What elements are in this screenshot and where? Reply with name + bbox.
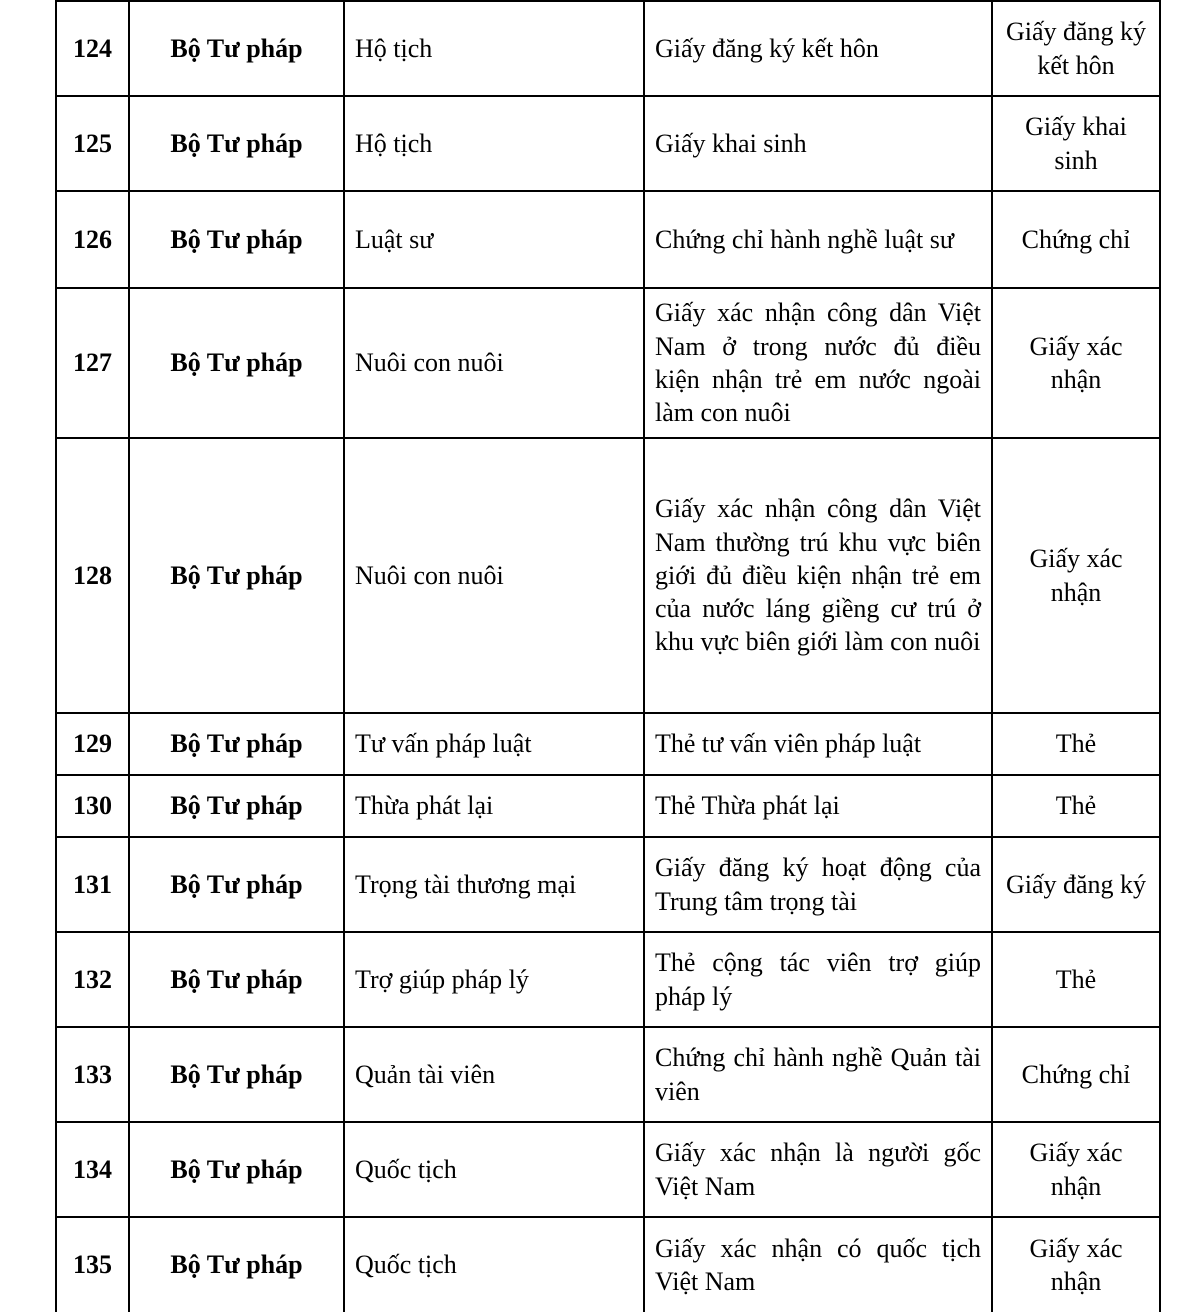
cell-loai-giay-to: Giấy xác nhận [992,1122,1160,1217]
table-row [56,1,1160,96]
cell-stt: 132 [56,932,129,1027]
cell-ten-giay-to: Giấy khai sinh [644,96,992,191]
cell-ten-giay-to: Giấy đăng ký kết hôn [644,1,992,96]
cell-loai-giay-to: Thẻ [992,713,1160,775]
cell-ten-giay-to: Thẻ cộng tác viên trợ giúp pháp lý [644,932,992,1027]
cell-linh-vuc: Nuôi con nuôi [344,438,644,713]
cell-linh-vuc: Tư vấn pháp luật [344,713,644,775]
cell-loai-giay-to: Giấy khai sinh [992,96,1160,191]
cell-linh-vuc: Quốc tịch [344,1122,644,1217]
cell-ten-giay-to: Chứng chỉ hành nghề luật sư [644,191,992,288]
table-row [56,1027,1160,1122]
cell-linh-vuc: Hộ tịch [344,96,644,191]
cell-loai-giay-to: Thẻ [992,775,1160,837]
cell-loai-giay-to: Giấy xác nhận [992,1217,1160,1312]
cell-bo: Bộ Tư pháp [129,1,344,96]
cell-bo: Bộ Tư pháp [129,713,344,775]
table-row [56,1122,1160,1217]
cell-loai-giay-to: Thẻ [992,932,1160,1027]
table-row [56,438,1160,713]
cell-bo: Bộ Tư pháp [129,932,344,1027]
cell-stt: 130 [56,775,129,837]
cell-bo: Bộ Tư pháp [129,288,344,438]
cell-bo: Bộ Tư pháp [129,1217,344,1312]
cell-ten-giay-to: Chứng chỉ hành nghề Quản tài viên [644,1027,992,1122]
cell-ten-giay-to: Giấy xác nhận có quốc tịch Việt Nam [644,1217,992,1312]
cell-loai-giay-to: Giấy xác nhận [992,288,1160,438]
cell-loai-giay-to: Chứng chỉ [992,1027,1160,1122]
table-row [56,932,1160,1027]
cell-bo: Bộ Tư pháp [129,438,344,713]
cell-loai-giay-to: Giấy xác nhận [992,438,1160,713]
cell-ten-giay-to: Thẻ Thừa phát lại [644,775,992,837]
cell-stt: 128 [56,438,129,713]
table-row [56,837,1160,932]
cell-bo: Bộ Tư pháp [129,775,344,837]
cell-bo: Bộ Tư pháp [129,96,344,191]
table-row [56,288,1160,438]
cell-ten-giay-to: Giấy xác nhận là người gốc Việt Nam [644,1122,992,1217]
cell-bo: Bộ Tư pháp [129,837,344,932]
cell-stt: 131 [56,837,129,932]
cell-linh-vuc: Quản tài viên [344,1027,644,1122]
document-table [55,0,1161,1312]
cell-linh-vuc: Trợ giúp pháp lý [344,932,644,1027]
table-row [56,1217,1160,1312]
cell-stt: 126 [56,191,129,288]
cell-stt: 135 [56,1217,129,1312]
cell-linh-vuc: Thừa phát lại [344,775,644,837]
cell-stt: 133 [56,1027,129,1122]
cell-loai-giay-to: Giấy đăng ký kết hôn [992,1,1160,96]
cell-stt: 127 [56,288,129,438]
cell-stt: 125 [56,96,129,191]
cell-linh-vuc: Nuôi con nuôi [344,288,644,438]
cell-stt: 124 [56,1,129,96]
cell-stt: 134 [56,1122,129,1217]
cell-bo: Bộ Tư pháp [129,191,344,288]
cell-bo: Bộ Tư pháp [129,1027,344,1122]
table-row [56,775,1160,837]
table-row [56,96,1160,191]
cell-loai-giay-to: Chứng chỉ [992,191,1160,288]
cell-ten-giay-to: Giấy xác nhận công dân Việt Nam ở trong nước đủ điều kiện nhận trẻ em nước ngoài làm con nuôi [644,288,992,438]
cell-bo: Bộ Tư pháp [129,1122,344,1217]
table-row [56,191,1160,288]
cell-linh-vuc: Trọng tài thương mại [344,837,644,932]
cell-linh-vuc: Hộ tịch [344,1,644,96]
cell-linh-vuc: Luật sư [344,191,644,288]
cell-stt: 129 [56,713,129,775]
cell-linh-vuc: Quốc tịch [344,1217,644,1312]
table-row [56,713,1160,775]
cell-ten-giay-to: Giấy đăng ký hoạt động của Trung tâm trọng tài [644,837,992,932]
cell-loai-giay-to: Giấy đăng ký [992,837,1160,932]
cell-ten-giay-to: Giấy xác nhận công dân Việt Nam thường trú khu vực biên giới đủ điều kiện nhận trẻ em của nước láng giềng cư trú ở khu vực biên giới làm con nuôi [644,438,992,713]
cell-ten-giay-to: Thẻ tư vấn viên pháp luật [644,713,992,775]
